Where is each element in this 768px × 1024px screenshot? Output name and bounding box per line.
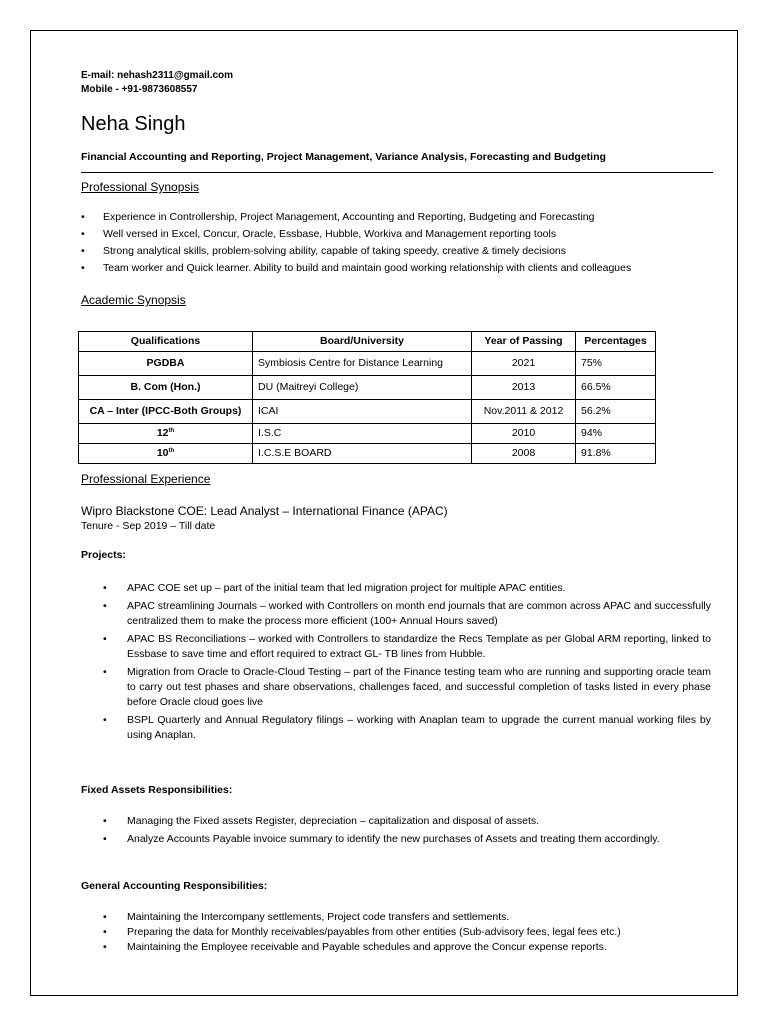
company-role: Wipro Blackstone COE: Lead Analyst – International Finance (APAC)	[81, 504, 448, 518]
list-item: • BSPL Quarterly and Annual Regulatory filings – working with Anaplan team to upgrade the current manual working files by using Anaplan.	[81, 713, 711, 743]
board-cell: DU (Maitreyi College)	[253, 376, 472, 400]
list-item: • Experience in Controllership, Project Management, Accounting and Reporting, Budgeting and Forecasting	[81, 209, 711, 226]
list-item: • Managing the Fixed assets Register, depreciation – capitalization and disposal of assets.	[81, 814, 711, 829]
qualification-cell: B. Com (Hon.)	[79, 376, 253, 400]
list-item: • APAC COE set up – part of the initial team that led migration project for multiple APAC entities.	[81, 581, 711, 596]
resume-document	[81, 69, 711, 953]
column-header: Year of Passing	[472, 332, 576, 352]
list-item: • Strong analytical skills, problem-solving ability, capable of taking speedy, creative & timely decisions	[81, 243, 711, 260]
list-item: • Analyze Accounts Payable invoice summary to identify the new purchases of Assets and treating them accordingly.	[81, 832, 711, 847]
email-line: E-mail: nehash2311@gmail.com	[81, 70, 234, 81]
percentage-cell: 75%	[576, 352, 656, 376]
professional-synopsis-section	[81, 179, 711, 277]
list-item: • Maintaining the Intercompany settlements, Project code transfers and settlements.	[81, 910, 711, 925]
year-cell: Nov.2011 & 2012	[472, 400, 576, 424]
board-cell: I.S.C	[253, 424, 472, 444]
board-cell: ICAI	[253, 400, 472, 424]
projects-list	[81, 581, 711, 743]
qualification-cell: CA – Inter (IPCC-Both Groups)	[79, 400, 253, 424]
list-item: • Well versed in Excel, Concur, Oracle, Essbase, Hubble, Workiva and Management reporting tools	[81, 226, 711, 243]
list-item: • Team worker and Quick learner. Ability to build and maintain good working relationship with clients and colleagues	[81, 260, 711, 277]
candidate-name: Neha Singh	[81, 113, 186, 135]
fixed-assets-heading: Fixed Assets Responsibilities:	[81, 784, 233, 796]
percentage-cell: 56.2%	[576, 400, 656, 424]
table-header-row	[79, 332, 656, 352]
year-cell: 2010	[472, 424, 576, 444]
table-row	[79, 352, 656, 376]
year-cell: 2021	[472, 352, 576, 376]
percentage-cell: 94%	[576, 424, 656, 444]
table-row	[79, 424, 656, 444]
table-row	[79, 444, 656, 464]
qualification-cell: PGDBA	[79, 352, 253, 376]
list-item: • APAC streamlining Journals – worked with Controllers on month end journals that are common across APAC and successfully centralized them to make the process more efficient (100+ Annual Hours saved)	[81, 599, 711, 629]
table-row	[79, 400, 656, 424]
general-accounting-list	[81, 910, 711, 955]
general-accounting-section	[81, 879, 711, 955]
tagline: Financial Accounting and Reporting, Project Management, Variance Analysis, Forecasting and Budgeting	[81, 151, 606, 163]
section-title: Professional Synopsis	[81, 180, 200, 194]
percentage-cell: 66.5%	[576, 376, 656, 400]
board-cell: I.C.S.E BOARD	[253, 444, 472, 464]
percentage-cell: 91.8%	[576, 444, 656, 464]
list-item: • Preparing the data for Monthly receivables/payables from other entities (Sub-advisory fees, legal fees etc.)	[81, 925, 711, 940]
section-title: Professional Experience	[81, 472, 211, 486]
qualification-cell: 10th	[79, 444, 253, 464]
academic-table	[78, 331, 656, 464]
fixed-assets-list	[81, 814, 711, 847]
synopsis-list	[81, 209, 711, 277]
tenure: Tenure - Sep 2019 – Till date	[81, 520, 216, 532]
professional-experience-section	[81, 471, 711, 746]
list-item: • Maintaining the Employee receivable and Payable schedules and approve the Concur expense reports.	[81, 940, 711, 955]
column-header: Qualifications	[79, 332, 253, 352]
fixed-assets-section	[81, 783, 711, 850]
table-row	[79, 376, 656, 400]
column-header: Board/University	[253, 332, 472, 352]
section-title: Academic Synopsis	[81, 293, 186, 307]
mobile-line: Mobile - +91-9873608557	[81, 84, 198, 95]
header-divider	[81, 172, 713, 173]
projects-heading: Projects:	[81, 549, 126, 561]
column-header: Percentages	[576, 332, 656, 352]
qualification-cell: 12th	[79, 424, 253, 444]
list-item: • APAC BS Reconciliations – worked with Controllers to standardize the Recs Template as per Global ARM reporting, linked to Essbase to save time and effort required to extract GL- TB lines from Hubble.	[81, 632, 711, 662]
year-cell: 2013	[472, 376, 576, 400]
general-accounting-heading: General Accounting Responsibilities:	[81, 880, 268, 892]
list-item: • Migration from Oracle to Oracle-Cloud Testing – part of the Finance testing team who are running and supporting oracle team to carry out test phases and share observations, challenges faced, and successful completion of tasks listed in every phase before Oracle cloud goes live	[81, 665, 711, 710]
board-cell: Symbiosis Centre for Distance Learning	[253, 352, 472, 376]
year-cell: 2008	[472, 444, 576, 464]
academic-synopsis-section	[81, 292, 711, 459]
